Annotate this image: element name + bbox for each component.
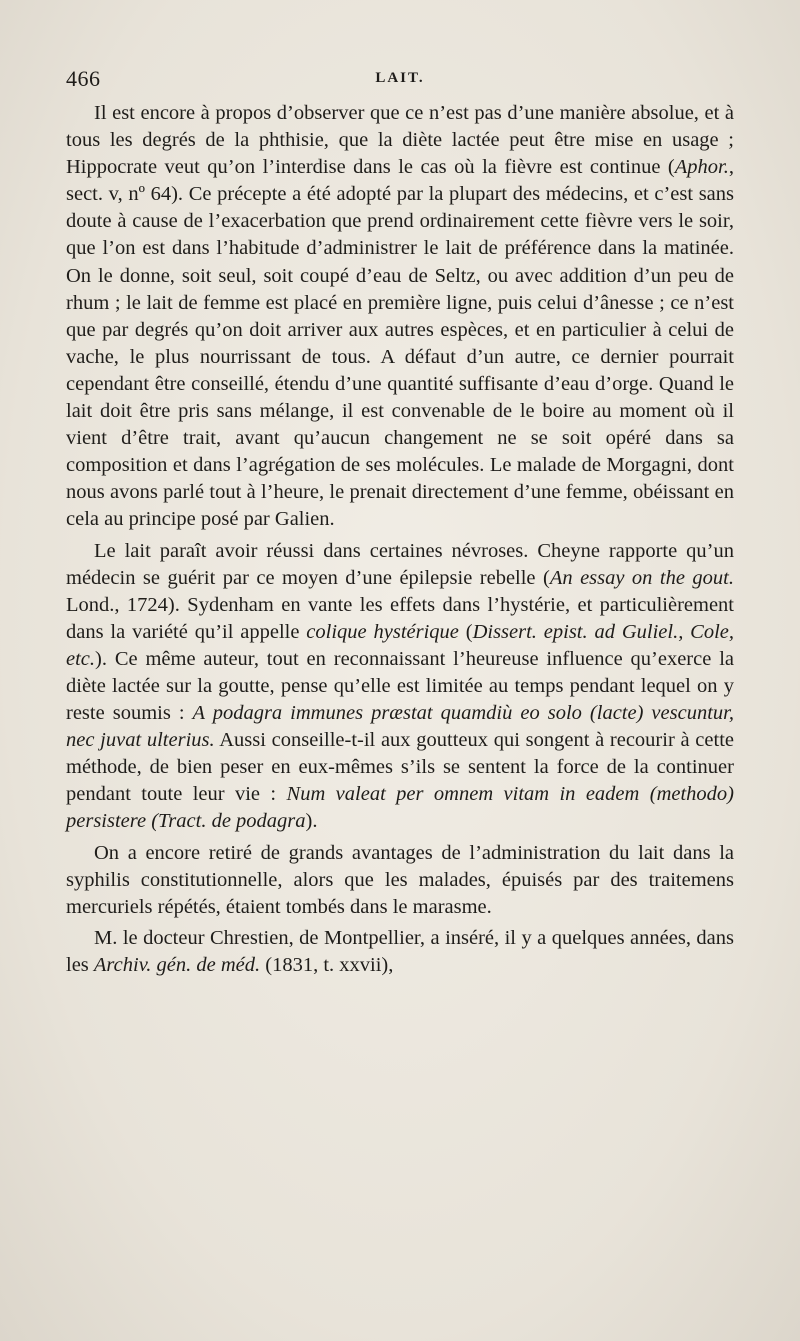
text-run: ). Ce même auteur, tout en reconnaissant l’heureuse influence qu’exerce la diète lactée sur la goutte, pense qu’elle est limitée au temps pendant lequel on y reste soumis : <box>66 647 734 725</box>
text-run: Le lait paraît avoir réussi dans certaines névroses. Cheyne rapporte qu’un médecin se guérit par ce moyen d’une épilepsie rebelle ( <box>66 539 734 589</box>
text-run: , sect. v, nº 64). Ce précepte a été adopté par la plupart des médecins, et c’est sans doute à cause de l’exacerbation que prend ordinairement cette fièvre vers le soir, que l’on est dans l’habitude d’administrer le lait de préférence dans la matinée. On le donne, soit seul, soit coupé d’eau de Seltz, ou avec addition d’un peu de rhum ; le lait de femme est placé en première ligne, puis celui d’ânesse ; ce n’est que par degrés qu’on doit arriver aux autres espèces, et en particulier à celui de vache, le plus nourrissant de tous. A défaut d’un autre, ce dernier pourrait cependant être conseillé, étendu d’une quantité suffisante d’eau d’orge. Quand le lait doit être pris sans mélange, il est convenable de le boire au moment où il vient d’être trait, avant qu’aucun changement ne se soit opéré dans sa composition et dans l’agrégation de ses molécules. Le malade de Morgagni, dont nous avons parlé tout à l’heure, le prenait directement d’une femme, obéissant en cela au principe posé par Galien. <box>66 156 734 531</box>
body-text <box>66 100 734 983</box>
text-run: M. le docteur Chrestien, de Montpellier, a inséré, il y a quelques années, dans les <box>66 926 734 976</box>
text-run: Il est encore à propos d’observer que ce n’est pas d’une manière absolue, et à tous les degrés de la phthisie, que la diète lactée peut être mise en usage ; Hippocrate veut qu’on l’interdise dans le cas où la fièvre est continue ( <box>66 102 734 179</box>
text-run: ( <box>458 620 473 643</box>
text-run-italic: Archiv. gén. de méd. <box>93 953 261 976</box>
paragraph-2 <box>66 538 734 836</box>
text-run: On a encore retiré de grands avantages de l’administration du lait dans la syphilis constitutionnelle, alors que les malades, épuisés par des traitemens mercuriels répétés, étaient tombés dans le marasme. <box>66 841 734 918</box>
text-run-italic: Aphor. <box>674 156 729 179</box>
text-run-italic: Num valeat per omnem vitam in eadem (methodo) persistere (Tract. de podagra <box>66 783 734 833</box>
text-run-italic: An essay on the gout. <box>549 566 734 589</box>
paragraph-4 <box>66 925 734 979</box>
page-number: 466 <box>66 66 101 91</box>
text-run-italic: Dissert. epist. ad Guliel., Cole, etc. <box>66 620 735 670</box>
text-run: Lond., 1724). Sydenham en vante les effets dans l’hystérie, et particulièrement dans la variété qu’il appelle <box>66 593 734 643</box>
paragraph-3 <box>66 840 734 921</box>
running-title: LAIT. <box>375 70 425 86</box>
text-run: ). <box>305 810 318 833</box>
page-header <box>66 66 734 96</box>
text-run-italic: A podagra immunes præstat quamdiù eo solo (lacte) vescuntur, nec juvat ulterius. <box>66 702 734 752</box>
paragraph-1 <box>66 100 734 534</box>
text-run: (1831, t. xxvii), <box>260 953 394 976</box>
text-run: Aussi conseille-t-il aux goutteux qui songent à recourir à cette méthode, de bien peser en eux-mêmes s’ils se sentent la force de la continuer pendant toute leur vie : <box>66 729 734 806</box>
text-run-italic: colique hystérique <box>306 620 459 643</box>
